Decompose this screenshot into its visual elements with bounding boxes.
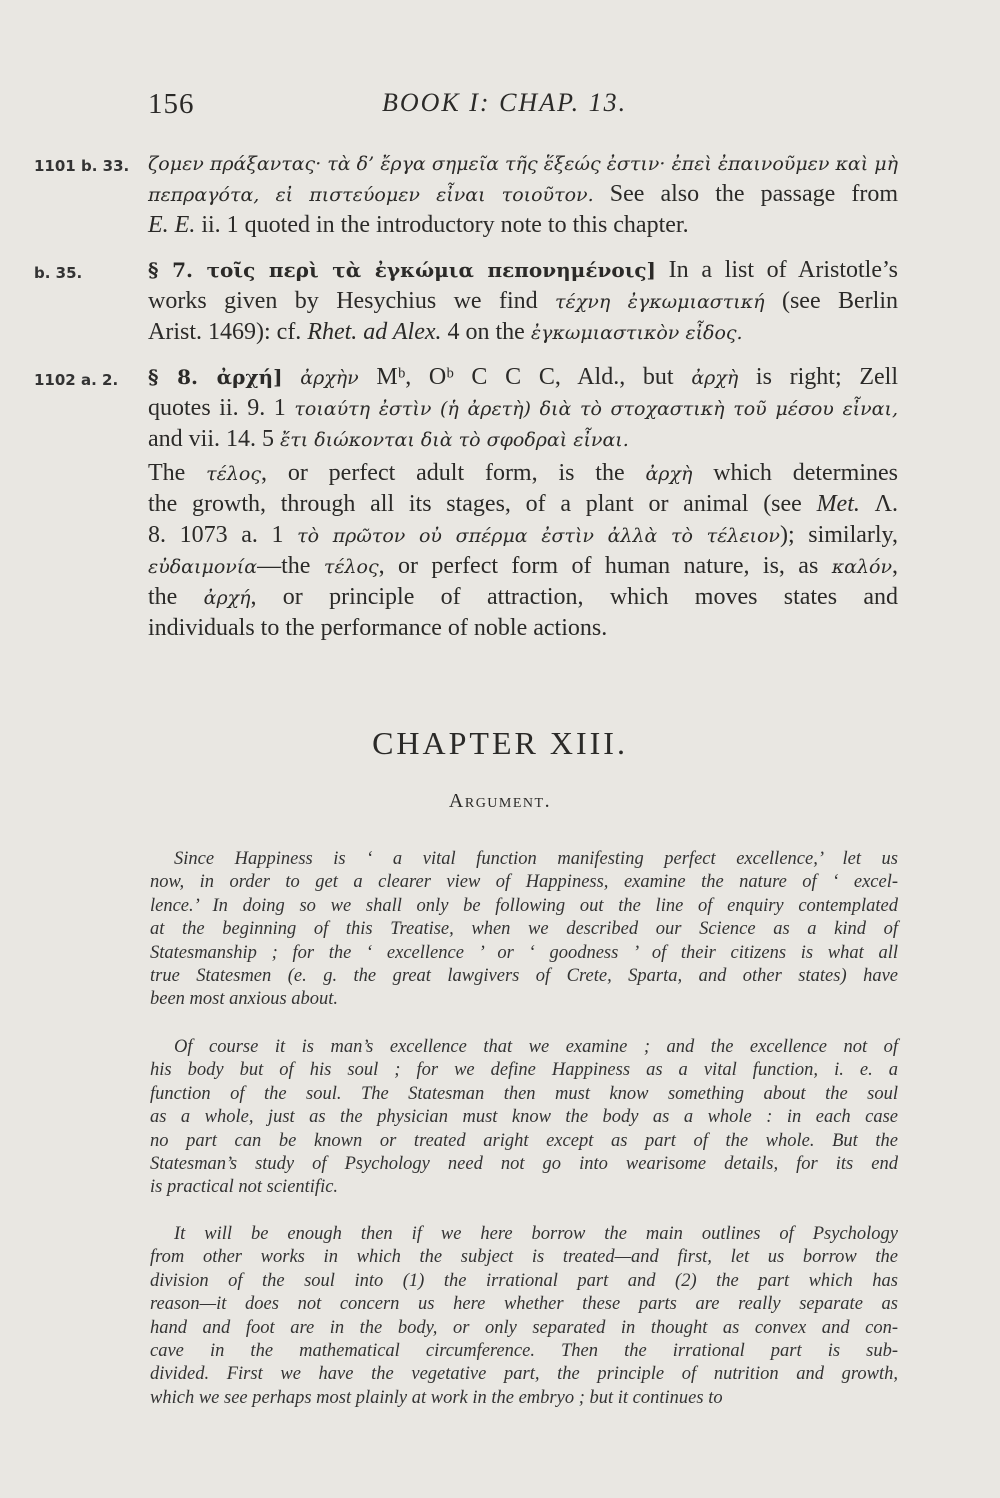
- line-reference: 1102 a. 2.: [34, 371, 119, 389]
- argument-line: now, in order to get a clearer view of Happiness, examine the nature of ‘ excel-: [150, 872, 898, 893]
- note-line: [148, 489, 898, 520]
- note-text: E. E.: [148, 212, 196, 238]
- note-line: [148, 582, 898, 613]
- note-line: [148, 520, 898, 551]
- note-line: [148, 458, 898, 489]
- note-text: The: [148, 460, 207, 486]
- greek-text: εὐδαιμονία: [148, 556, 258, 578]
- greek-text: τέλος: [206, 463, 261, 485]
- note-text: the: [148, 584, 204, 610]
- argument-line: as a whole, just as the physician must know the body as a whole : in each case: [150, 1107, 898, 1128]
- argument-line: is practical not scientific.: [150, 1177, 339, 1198]
- note-line: [148, 255, 898, 286]
- chapter-title: CHAPTER XIII.: [372, 725, 628, 761]
- note-text: works given by Hesychius we find: [148, 288, 556, 314]
- line-reference: b. 35.: [34, 264, 83, 282]
- note-text: , or perfect adult form, is the: [261, 460, 646, 486]
- note-text: [283, 364, 301, 390]
- running-head: BOOK I: CHAP. 13.: [382, 88, 628, 117]
- note-line: [148, 362, 898, 393]
- note-text: Arist. 1469): cf.: [148, 319, 308, 345]
- note-line: [148, 393, 898, 424]
- greek-text: ἔτι διώκονται διὰ τὸ σφοδραὶ εἶναι.: [280, 429, 629, 451]
- argument-line: true Statesmen (e. g. the great lawgivers of Crete, Sparta, and other states) have: [150, 965, 898, 986]
- note-text: In a list of Aristotle’s: [656, 257, 898, 283]
- note-block: [34, 148, 898, 241]
- note-text: Rhet. ad Alex.: [307, 319, 442, 345]
- note-text: 4 on the: [441, 319, 531, 345]
- argument-line: Of course it is man’s excellence that we examine ; and the excellence not of: [174, 1037, 898, 1057]
- argument-line: It will be enough then if we here borrow the main outlines of Psychology: [174, 1224, 898, 1244]
- note-line: [148, 179, 898, 210]
- note-line: [148, 551, 898, 582]
- note-text: (see Berlin: [764, 288, 898, 314]
- note-text: —the: [257, 553, 324, 579]
- greek-text: ἀρχὴ: [691, 367, 739, 389]
- argument-line: division of the soul into (1) the irrational part and (2) the part which has: [150, 1270, 898, 1291]
- argument-line: Statesmanship ; for the ‘ excellence ’ or ‘ goodness ’ of their citizens is what all: [150, 942, 898, 963]
- note-text: 8. 1073 a. 1: [148, 522, 298, 548]
- greek-text: ἀρχὴ: [645, 463, 693, 485]
- note-text: which determines: [692, 460, 899, 486]
- note-text: and vii. 14. 5: [148, 426, 280, 452]
- note-text: Mᵇ, Oᵇ C C C, Ald., but: [358, 364, 692, 390]
- argument-paragraph: [150, 1223, 898, 1410]
- note-line: [148, 148, 898, 179]
- greek-text: ἀρχή: [203, 587, 251, 609]
- argument-line: hand and foot are in the body, or only separated in thought as convex and con-: [150, 1317, 898, 1338]
- greek-text: ζομεν πράξαντας· τὰ δ’ ἔργα σημεῖα τῆς ἕξεώς ἐστιν· ἐπεὶ ἐπαινοῦμεν καὶ μὴ: [148, 153, 898, 175]
- note-text: is right; Zell: [738, 364, 899, 390]
- note-text: Met.: [816, 491, 860, 517]
- greek-text: § 7. τοῖς περὶ τὰ ἐγκώμια πεπονημένοις]: [148, 258, 657, 282]
- note-text: , or principle of attraction, which moves states and: [250, 584, 898, 610]
- argument-line: his body but of his soul ; for we define Happiness as a vital function, i. e. a: [150, 1060, 898, 1081]
- page-number: 156: [148, 88, 195, 120]
- note-block: [148, 458, 898, 644]
- argument-paragraph: [150, 848, 898, 1012]
- note-text: Λ.: [859, 491, 899, 517]
- note-line: [148, 286, 898, 317]
- argument-line: lence.’ In doing so we shall only be following out the line of enquiry contemplated: [150, 895, 898, 916]
- greek-text: καλόν: [831, 556, 893, 578]
- argument-line: Statesman’s study of Psychology need not go into wearisome details, for its end: [150, 1153, 898, 1174]
- argument-line: reason—it does not concern us here whether these parts are really separate as: [150, 1294, 898, 1315]
- note-text: See also the passage from: [593, 181, 898, 207]
- note-line: [148, 317, 898, 348]
- note-text: , or perfect form of human nature, is, as: [378, 553, 832, 579]
- greek-text: τὸ πρῶτον οὐ σπέρμα ἐστὶν ἀλλὰ τὸ τέλειον: [297, 525, 780, 547]
- argument-line: divided. First we have the vegetative part, the principle of nutrition and growth,: [150, 1364, 898, 1385]
- note-line: [148, 613, 898, 644]
- note-text: ); similarly,: [779, 522, 899, 548]
- note-text: ,: [892, 553, 899, 579]
- note-line: [148, 210, 898, 241]
- greek-text: ἀρχὴν: [300, 367, 359, 389]
- note-text: quotes ii. 9. 1: [148, 395, 295, 421]
- greek-text: τέλος: [323, 556, 379, 578]
- greek-text: τέχνη ἐγκωμιαστική: [555, 291, 765, 313]
- page-header: [148, 88, 888, 128]
- line-reference: 1101 b. 33.: [34, 157, 130, 175]
- note-text: individuals to the performance of noble actions.: [148, 615, 608, 641]
- argument-line: cave in the mathematical circumference. Then the irrational part is sub-: [150, 1340, 898, 1361]
- note-block: [34, 362, 899, 455]
- argument-line: at the beginning of this Treatise, when we described our Science as a kind of: [150, 919, 898, 940]
- argument-line: been most anxious about.: [150, 989, 339, 1010]
- note-text: ii. 1 quoted in the introductory note to this chapter.: [195, 212, 689, 238]
- note-text: the growth, through all its stages, of a plant or animal (see: [148, 491, 817, 517]
- argument-line: Since Happiness is ‘ a vital function manifesting perfect excellence,’ let us: [174, 849, 898, 869]
- argument-line: function of the soul. The Statesman then must know something about the soul: [150, 1083, 898, 1104]
- greek-text: ἐγκωμιαστικὸν εἶδος.: [530, 322, 743, 344]
- argument-line: from other works in which the subject is treated—and first, let us borrow the: [150, 1247, 898, 1268]
- greek-text: § 8. ἀρχή]: [148, 365, 283, 389]
- argument-line: no part can be known or treated aright except as part of the whole. But the: [150, 1130, 898, 1151]
- argument-heading: Argument.: [448, 790, 552, 812]
- greek-text: τοιαύτη ἐστὶν (ἡ ἀρετὴ) διὰ τὸ στοχαστικὴ τοῦ μέσου εἶναι,: [294, 398, 898, 420]
- note-line: [148, 424, 898, 455]
- greek-text: πεπραγότα, εἰ πιστεύομεν εἶναι τοιοῦτον.: [148, 184, 594, 206]
- argument-line: which we see perhaps most plainly at work in the embryo ; but it continues to: [150, 1387, 723, 1408]
- argument-paragraph: [150, 1036, 898, 1200]
- note-block: [34, 255, 898, 348]
